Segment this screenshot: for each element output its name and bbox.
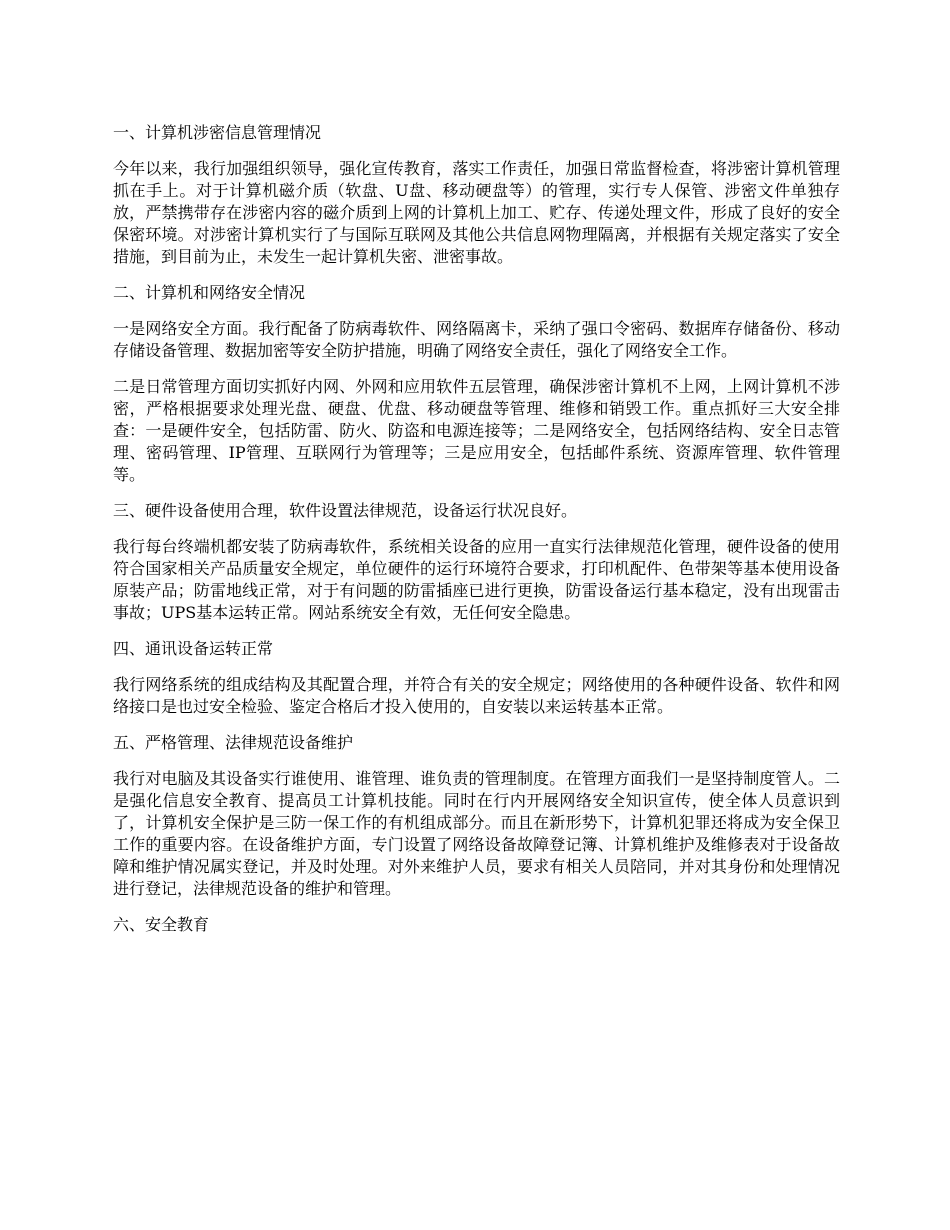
section-heading-3: 三、硬件设备使用合理，软件设置法律规范，设备运行状况良好。 xyxy=(113,501,578,520)
section-heading-1: 一、计算机涉密信息管理情况 xyxy=(113,123,322,142)
paragraph-2: 一是网络安全方面。我行配备了防病毒软件、网络隔离卡，采纳了强口令密码、数据库存储备份、移动存储设备管理、数据加密等安全防护措施，明确了网络安全责任，强化了网络安全工作。 xyxy=(113,319,840,360)
section-heading-5: 五、严格管理、法律规范设备维护 xyxy=(113,733,354,752)
paragraph-4: 我行每台终端机都安装了防病毒软件，系统相关设备的应用一直实行法律规范化管理，硬件设备的使用符合国家相关产品质量安全规定，单位硬件的运行环境符合要求，打印机配件、色带架等基本使用设备原装产品；防雷地线正常，对于有问题的防雷插座已进行更换，防雷设备运行基本稳定，没有出现雷击事故；UPS基本运转正常。网站系统安全有效，无任何安全隐患。 xyxy=(113,537,840,622)
section-heading-6: 六、安全教育 xyxy=(113,915,210,934)
section-heading-4: 四、通讯设备运转正常 xyxy=(113,639,274,658)
document-page xyxy=(113,122,840,950)
paragraph-6: 我行对电脑及其设备实行谁使用、谁管理、谁负责的管理制度。在管理方面我们一是坚持制度管人。二是强化信息安全教育、提高员工计算机技能。同时在行内开展网络安全知识宣传，使全体人员意识到了，计算机安全保护是三防一保工作的有机组成部分。而且在新形势下，计算机犯罪还将成为安全保卫工作的重要内容。在设备维护方面，专门设置了网络设备故障登记簿、计算机维护及维修表对于设备故障和维护情况属实登记，并及时处理。对外来维护人员，要求有相关人员陪同，并对其身份和处理情况进行登记，法律规范设备的维护和管理。 xyxy=(113,769,840,898)
paragraph-1: 今年以来，我行加强组织领导，强化宣传教育，落实工作责任，加强日常监督检查，将涉密计算机管理抓在手上。对于计算机磁介质（软盘、U盘、移动硬盘等）的管理，实行专人保管、涉密文件单独存放，严禁携带存在涉密内容的磁介质到上网的计算机上加工、贮存、传递处理文件，形成了良好的安全保密环境。对涉密计算机实行了与国际互联网及其他公共信息网物理隔离，并根据有关规定落实了安全措施，到目前为止，未发生一起计算机失密、泄密事故。 xyxy=(113,159,840,266)
paragraph-3: 二是日常管理方面切实抓好内网、外网和应用软件五层管理，确保涉密计算机不上网，上网计算机不涉密，严格根据要求处理光盘、硬盘、优盘、移动硬盘等管理、维修和销毁工作。重点抓好三大安全排查：一是硬件安全，包括防雷、防火、防盗和电源连接等；二是网络安全，包括网络结构、安全日志管理、密码管理、IP管理、互联网行为管理等；三是应用安全，包括邮件系统、资源库管理、软件管理等。 xyxy=(113,377,840,484)
section-heading-2: 二、计算机和网络安全情况 xyxy=(113,283,306,302)
paragraph-5: 我行网络系统的组成结构及其配置合理，并符合有关的安全规定；网络使用的各种硬件设备、软件和网络接口是也过安全检验、鉴定合格后才投入使用的，自安装以来运转基本正常。 xyxy=(113,675,840,716)
